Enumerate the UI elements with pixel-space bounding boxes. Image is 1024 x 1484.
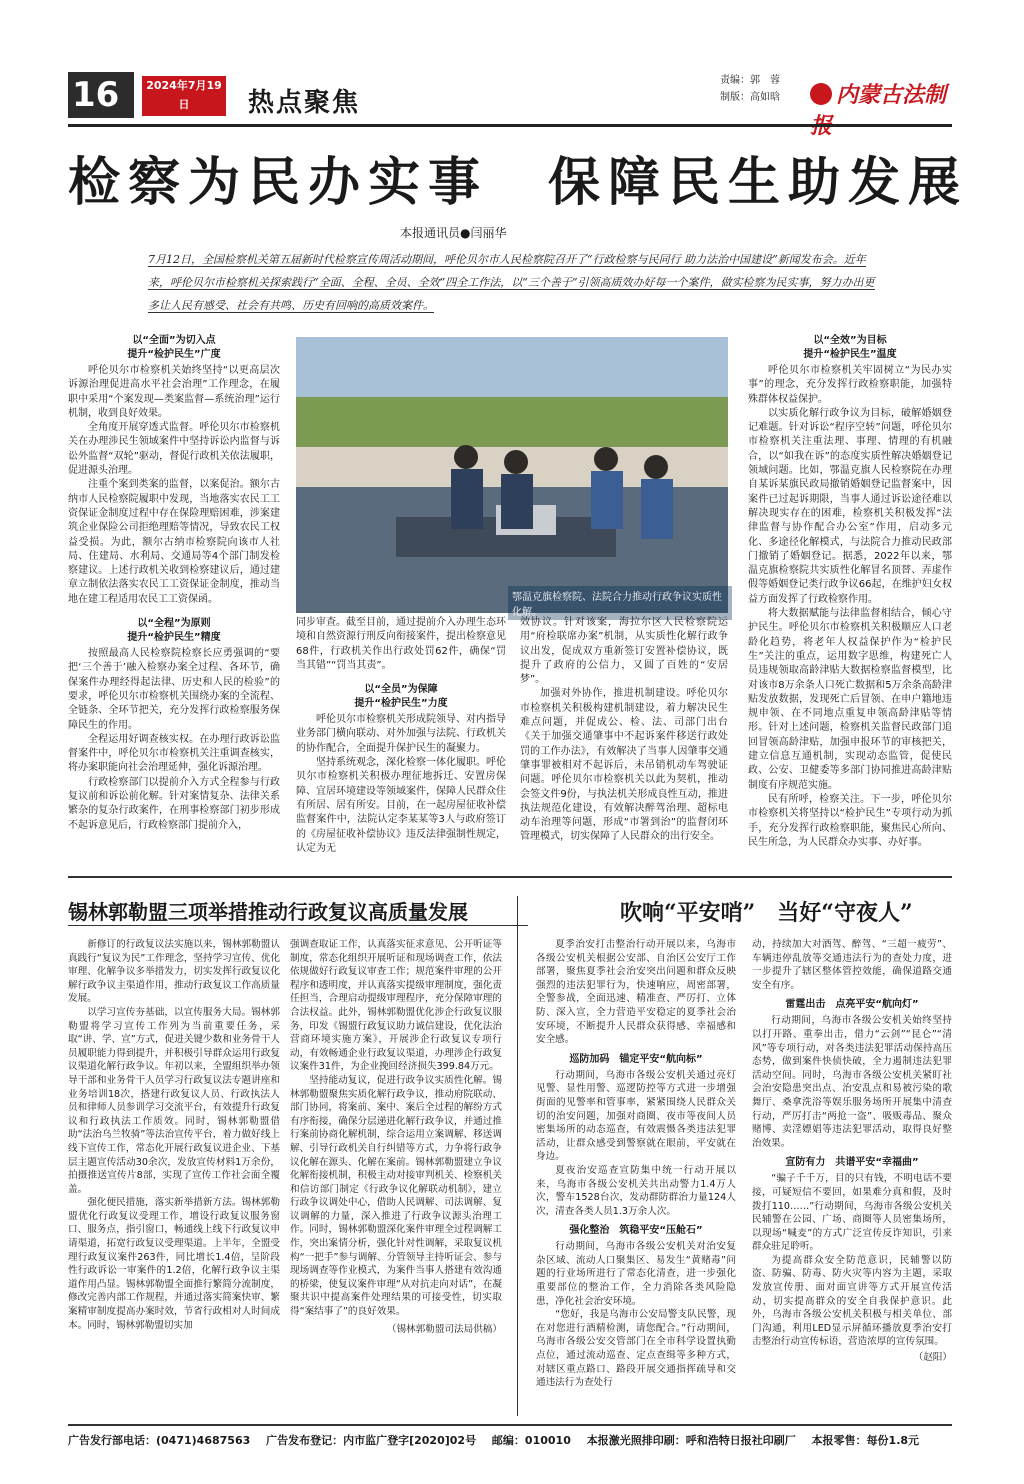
paragraph: 效协议。针对该案，海拉尔区人民检察院运用“府检联席办案”机制，从实质性化解行政争议出发，促成双方重新签订安置补偿协议，既提升了政府的公信力，又圆了百姓的“安居梦”。 [520, 617, 728, 686]
news-photo [296, 337, 728, 613]
subheading: 宣防有力 共谱平安“幸福曲” [785, 1157, 919, 1169]
article3-column-1 [536, 938, 736, 1390]
article3-source: （赵阳） [913, 1352, 952, 1364]
article2-column-1 [68, 938, 280, 1332]
article3-title: 吹响“平安哨” 当好“守夜人” [620, 900, 913, 926]
photo-illustration [296, 337, 728, 613]
date-box [142, 76, 226, 116]
brand-logo: 内蒙古法制报 [810, 82, 947, 139]
column-divider [517, 896, 518, 1416]
footer-printer: 本报激光照排印刷：呼和浩特日报社印刷厂 [586, 1434, 796, 1447]
column-4 [748, 334, 952, 850]
footer-postcode: 邮编：010010 [491, 1434, 571, 1447]
article2-column-2 [290, 938, 502, 1336]
paragraph: 全程运用好调查核实权。在办理行政诉讼监督案件中，呼伦贝尔市检察机关注重调查核实，将办案职能向社会治理延伸，强化诉源治理。 [68, 733, 280, 774]
section-title: 热点聚焦 [248, 88, 361, 118]
footer-registration: 广告发布登记：内市监广登字[2020]02号 [266, 1434, 477, 1447]
photo-caption: 鄂温克旗检察院、法院合力推动行政争议实质性化解。 [508, 586, 732, 620]
paragraph: 行动期间，乌海市各级公安机关通过亮灯见警、显性用警、巡逻防控等方式进一步增强街面的见警率和管事率，紧紧围绕人民群众关切的治安问题，加强对商圈、夜市等夜间人员密集场所的动态巡查，有效震慑各类违法犯罪活动，让群众感受到警察就在眼前，平安就在身边。 [536, 1069, 736, 1163]
article3-column-2 [752, 938, 952, 1365]
paragraph: 注重个案到类案的监督，以案促治。额尔古纳市人民检察院履职中发现，当地落实农民工工资保证金制度过程中存在保险理赔困难，涉案建筑企业保险公司拒绝理赔等情况，导致农民工权益受损。为此，额尔古纳市检察院向该市人社局、住建局、水利局、交通局等4个部门制发检察建议。上述行政机关收到检察建议后，通过建章立制依法落实农民工工资保证金制度，推动当地在建工程适用农民工工资保函。 [68, 479, 280, 605]
lead-paragraph: 7月12日，全国检察机关第五届新时代检察宣传周活动期间，呼伦贝尔市人民检察院召开了“行政检察与民同行 助力法治中国建设”新闻发布会。近年来，呼伦贝尔市检察机关探索践行“全面、全程、全员、全效”四全工作法，以“三个善于”引领高质效办好每一个案件，做实检察为民实事，努力办出更多让人民有感受、社会有共鸣、历史有回响的高质效案件。 [148, 253, 875, 312]
column-3 [520, 616, 728, 845]
paragraph: 全角度开展穿透式监督。呼伦贝尔市检察机关在办理涉民生领域案件中坚持诉讼内监督与诉讼外监督“双轮”驱动，督促行政机关依法履职，促进源头治理。 [68, 422, 280, 477]
editors [720, 72, 780, 106]
paragraph: 呼伦贝尔市检察机关形成院领导、对内指导业务部门横向联动、对外加强与法院、行政机关的协作配合，全面提升保护民生的凝聚力。 [296, 714, 506, 754]
emblem-icon [810, 83, 832, 105]
paragraph: 以实质化解行政争议为目标，破解婚姻登记难题。针对诉讼“程序空转”问题，呼伦贝尔市检察机关注重法理、事理、情理的有机融合，以“如我在诉”的态度实质性解决婚姻登记领域问题。比如，鄂温克旗人民检察院在办理自某诉某旗民政局撤销婚姻登记监督案中，因案件已过起诉期限，当事人通过诉讼途径难以解决现实存在的困难，检察机关积极发挥“法律监督与协作配合办公室”作用，启动多元化、多途径化解模式，与法院合力推动民政部门撤销了婚姻登记。据悉，2022年以来，鄂温克旗检察院共实质性化解冒名顶替、弄虚作假等婚姻登记类行政争议66起，在维护妇女权益方面发挥了行政检察作用。 [748, 407, 952, 605]
footer-price: 本报零售：每份1.8元 [811, 1434, 920, 1447]
paragraph: 呼伦贝尔市检察机关牢固树立“为民办实事”的理念，充分发挥行政检察职能，加强特殊群体权益保护。 [748, 365, 952, 405]
section-heading: 以“全效”为目标 提升“检护民生”温度 [803, 335, 897, 360]
paragraph: 行动期间，乌海市各级公安机关始终坚持以打开路、重拳出击，借力“云剑”“昆仑”“清风”等专项行动，对各类违法犯罪活动保持高压态势，做到案件快侦快破，全力遏制违法犯罪活动空间。同时，乌海市各级公安机关紧盯社会治安隐患突出点、治安乱点和易被污染的歌舞厅、桑拿洗浴等娱乐服务场所开展集中清查行动，严厉打击“两抢一盗”、吸贩毒品、聚众赌博、卖淫嫖娼等违法犯罪活动，取得良好整治效果。 [752, 1015, 952, 1149]
section-divider [68, 876, 952, 878]
title-underline [68, 925, 528, 926]
page-number: 16版 [68, 72, 134, 118]
byline: 本报通讯员●闫丽华 [400, 226, 507, 240]
paragraph: 夏季治安打击整治行动开展以来，乌海市各级公安机关根据公安部、自治区公安厅工作部署，聚焦夏季社会治安突出问题和群众反映强烈的违法犯罪行为，快速响应，周密部署，全警参战，全面迅速、精准查、严厉打、立体防、深入宣，全力营造平安稳定的夏季社会治安环境，不断提升人民群众获得感、幸福感和安全感。 [536, 939, 736, 1046]
article2-title: 锡林郭勒盟三项举措推动行政复议高质量发展 [68, 900, 468, 924]
footer-rule [68, 1424, 952, 1426]
paragraph: 加强对外协作，推进机制建设。呼伦贝尔市检察机关积极构建机制建设，着力解决民生难点问题，并促成公、检、法、司部门出台《关于加强交通肇事中不起诉案件移送行政处罚的工作办法》，有效解决了当事人因肇事交通肇事罪被相对不起诉后，未吊销机动车驾驶证问题。呼伦贝尔市检察机关以此为契机，推动会签文件9份，与执法机关形成良性互动，推进执法规范化建设，有效解决醉驾治理、超标电动车治理等问题，形成“市署到治”的监督闭环管理模式，切实保障了人民群众的出行安全。 [520, 688, 728, 843]
paragraph: “骗子千千万，目的只有钱，不明电话不要接，可疑短信不要回，如果难分真和假，及时拨打110……”行动期间，乌海市各级公安机关民辅警在公园、广场、商圈等人员密集场所，以现场“喊麦”的方式广泛宣传反诈知识，引来群众驻足聆听。 [752, 1173, 952, 1253]
paragraph: 动，持续加大对酒驾、醉驾、“三超一疲劳”、车辆违停乱放等交通违法行为的查处力度，进一步提升了辖区整体管控效能，确保道路交通安全有序。 [752, 939, 952, 991]
paragraph: 夏夜治安巡查宣防集中统一行动开展以来，乌海市各级公安机关共出动警力1.4万人次，警车1528台次，发动群防群治力量124人次，清查各类人员1.3万余人次。 [536, 1164, 736, 1217]
paragraph: 将大数据赋能与法律监督相结合，倾心守护民生。呼伦贝尔市检察机关积极顺应人口老龄化趋势，将老年人权益保护作为“检护民生”关注的重点，运用数字思维，构建死亡人员违规领取高龄津贴大数据检察监督模型，比对该市8万余条人口死亡数据和5万余条高龄津贴发放数据，发现死亡后冒领、在申户籍地违规申领、在不同地点重复申领高龄津贴等情形。针对上述问题，检察机关监督民政部门追回冒领高龄津贴，加强申报环节的审核把关，建立信息互通机制，实现动态监管，促使民政、公安、卫健委等多部门协同推进高龄津贴制度有序规范实施。 [748, 608, 952, 791]
paragraph: 呼伦贝尔市检察机关始终坚持“以更高层次诉源治理促进高水平社会治理”工作理念，在履职中采用“个案发现—类案监督—系统治理”运行机制，收到良好效果。 [68, 365, 280, 419]
article2-source: （锡林郭勒盟司法局供稿） [386, 1323, 502, 1335]
paragraph: 行政检察部门以提前介入方式全程参与行政复议前和诉讼前化解。针对案情复杂、法律关系繁杂的复杂行政案件，在刑事检察部门初步形成不起诉意见后，行政检察部门提前介入， [68, 776, 280, 831]
section-heading: 以“全面”为切入点 提升“检护民生”广度 [127, 335, 221, 360]
paragraph: 行动期间，乌海市各级公安机关对治安复杂区域、流动人口聚集区、易发生“黄赌毒”问题的行业场所进行了常态化清查，进一步强化重要部位的整治工作，全力消除各类风险隐患，净化社会治安环境。 [536, 1241, 736, 1307]
masthead [68, 72, 952, 156]
paragraph: 坚持能动复议，促进行政争议实质性化解。锡林郭勒盟聚焦实质化解行政争议，推动府院联动、部门协同，将案前、案中、案后全过程的解纷方式有序衔接，确保分层递进化解行政争议，并通过推行案前协商化解机制，综合运用立案调解、移送调解、引导行政机关自行纠错等方式，力争将行政争议化解在源头、化解在案前。锡林郭勒盟建立争议化解衔接机制，积极主动对接审判机关、检察机关和信访部门制定《行政争议化解联动机制》，建立行政争议调处中心，借助人民调解、司法调解、复议调解的力量，深入推进了行政争议源头治理工作。同时，锡林郭勒盟深化案件审理全过程调解工作，突出案情分析，强化针对性调解，采取复议机构“一把手”参与调解、分管领导主持听证会、参与现场调查等作业模式，为案件当事人搭建有效沟通的桥梁，使复议案件审理“从对抗走向对话”，在凝聚共识中提高案件处理结果的可接受性，切实取得“案结事了”的良好效果。 [290, 1074, 502, 1318]
paragraph: “您好，我是乌海市公安局警支队民警，现在对您进行酒精检测，请您配合。”行动期间，乌海市各级公安交管部门在全市科学设置执勤点位，通过流动巡查、定点查缉等多种方式，对辖区重点路口、路段开展交通指挥疏导和交通违法行为查处行 [536, 1309, 736, 1389]
column-2 [296, 616, 506, 856]
date: 2024年7月19日 [146, 79, 222, 111]
paragraph: 坚持系统观念，深化检察一体化履职。呼伦贝尔市检察机关积极办理征地拆迁、安置房保障、宜居环境建设等领域案件，保障人民群众住有所居、居有所安。目前，在一起房屋征收补偿监督案件中，法院认定李某某等3人与政府签订的《房屋征收补偿协议》违反法律强制性规定，认定为无 [296, 757, 506, 854]
subheading: 强化整治 筑稳平安“压舱石” [569, 1225, 703, 1237]
designer: 制版：高如晗 [720, 92, 780, 103]
section-heading: 以“全员”为保障 提升“检护民生”力度 [354, 684, 448, 710]
editor: 责编：郭 蓉 [720, 75, 780, 86]
paragraph: 强化便民措施，落实新举措新方法。锡林郭勒盟优化行政复议受理工作，增设行政复议服务窗口、服务点，指引窗口，畅通线上线下行政复议申请渠道，拓宽行政复议受理渠道。上半年，全盟受理行政复议案件263件，同比增长1.4倍，呈阶段性行政诉讼一审案件的1.2倍，化解行政争议主渠道作用凸显。锡林郭勒盟全面推行繁简分流制度，修改完善内部工作规程，并通过落实简案快审、繁案精审制度提高办案时效，节省行政相对人时间成本。同时，锡林郭勒盟切实加 [68, 1197, 280, 1331]
paragraph: 为提高群众安全防范意识，民辅警以防盗、防骗、防毒、防火灾等内容为主题，采取发放宣传册、面对面宣讲等方式开展宣传活动，切实提高群众的安全自我保护意识。此外，乌海市各级公安机关积极与相关单位、部门沟通，利用LED显示屏循环播放夏季治安打击整治行动宣传标语，营造浓厚的宣传氛围。 [752, 1254, 952, 1348]
paragraph: 以学习宣传夯基础，以宣传服务大局。锡林郭勒盟将学习宣传工作列为当前重要任务，采取“讲、学、宣”方式，促进关键少数和业务骨干人员履职能力得到提升，并积极引导群众运用行政复议渠道化解行政争议。年初以来，全盟组织举办领导干部和业务骨干人员学习行政复议法专题讲座和业务培训18次，搭建行政复议人员、行政执法人员和律师人员参训学习交流平台，有效提升行政复议和行政执法工作质效。同时，锡林郭勒盟借助“法治乌兰牧骑”等法治宣传平台，着力做好线上线下宣传工作，常态化开展行政复议进企业、下基层主题宣传活动30余次，发放宣传材料1万余份，拍摄推送宣传片8部，实现了宣传工作社会面全覆盖。 [68, 1006, 280, 1195]
footer-phone: 广告发行部电话：(0471)4687563 [68, 1434, 251, 1447]
footer [68, 1432, 952, 1448]
paragraph: 按照最高人民检察院检察长应勇强调的“要把‘三个善于’融入检察办案全过程、各环节，确保案件办理经得起法律、历史和人民的检验”的要求，呼伦贝尔市检察机关围绕办案的全流程、全链条、全环节把关，充分发挥行政检察服务保障民生的作用。 [68, 648, 280, 731]
subheading: 雷霆出击 点亮平安“航向灯” [785, 999, 919, 1011]
header-rule [68, 124, 952, 127]
paragraph: 民有所呼，检察关注。下一步，呼伦贝尔市检察机关将坚持以“检护民生”专项行动为抓手，充分发挥行政检察职能，聚焦民心所向、民生所急，为人民群众办实事、办好事。 [748, 793, 952, 848]
subheading: 巡防加码 锚定平安“航向标” [569, 1053, 703, 1065]
paragraph: 新修订的行政复议法实施以来，锡林郭勒盟认真践行“复议为民”工作理念，坚持学习宣传、优化审理、化解争议多举措发力，切实发挥行政复议化解行政争议主渠道作用，推动行政复议工作高质量发展。 [68, 939, 280, 1005]
section-heading: 以“全程”为原则 提升“检护民生”精度 [127, 618, 221, 644]
main-headline: 检察为民办实事 保障民生助发展 [68, 152, 969, 213]
paragraph: 强调查取证工作，认真落实征求意见、公开听证等制度，常态化组织开展听证和现场调查工作，依法依规做好行政复议审查工作；规范案件审理的公开程序和透明度，并认真落实提级审理制度，强化责任担当，合理启动提级审理程序，充分保障审理的合法权益。此外，锡林郭勒盟优化涉企行政复议服务，印发《锡盟行政复议助力诚信建设，优化法治营商环境实施方案》，开展涉企行政复议专项行动，有效畅通企业行政复议渠道，办理涉企行政复议案件31件，为企业挽回经济损失399.84万元。 [290, 939, 502, 1073]
column-1 [68, 334, 280, 833]
paragraph: 同步审查。截至目前，通过提前介入办理生态环境和自然资源行刑反向衔接案件，提出检察意见68件，行政机关作出行政处罚62件，确保“罚当其错”“罚当其责”。 [296, 617, 506, 671]
